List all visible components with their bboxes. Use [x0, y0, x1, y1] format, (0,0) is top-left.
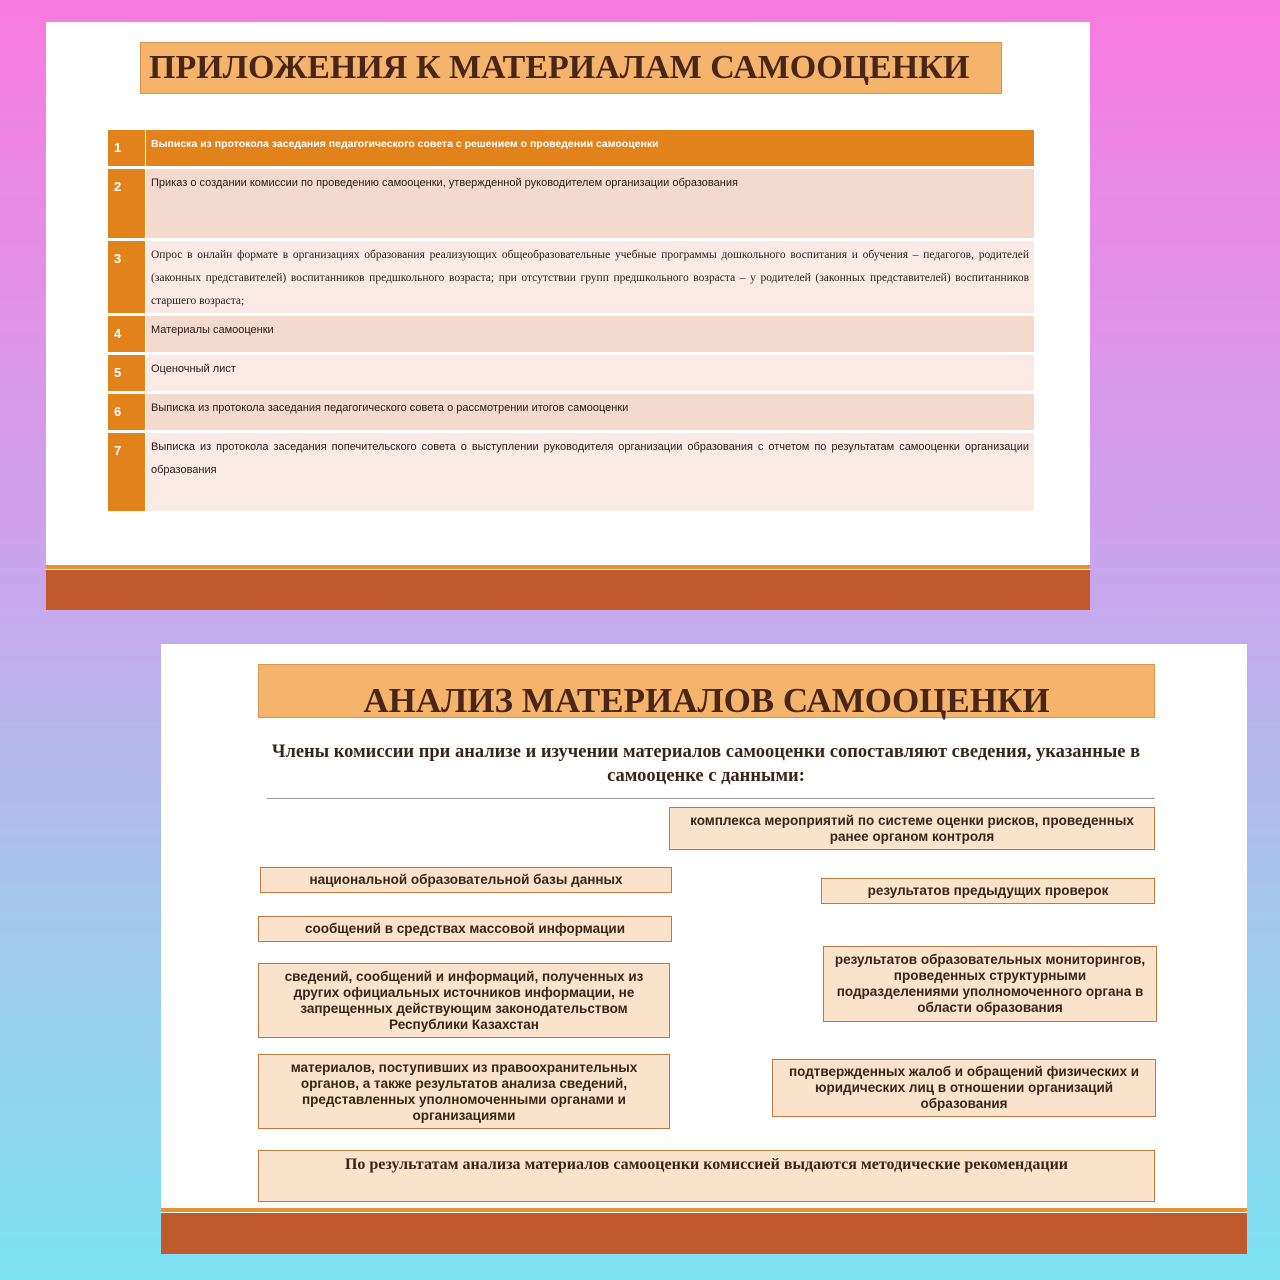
source-box-monitoring: результатов образовательных мониторингов, проведенных структурными подразделениями уполномоченного органа в области образования	[823, 946, 1157, 1022]
row-text: Выписка из протокола заседания педагогического совета о рассмотрении итогов самооценки	[146, 394, 1034, 430]
footer-accent-line	[161, 1208, 1247, 1212]
slide-title: АНАЛИЗ МАТЕРИАЛОВ САМООЦЕНКИ	[258, 664, 1155, 718]
row-text: Приказ о создании комиссии по проведению самооценки, утвержденной руководителем организации образования	[146, 169, 1034, 238]
source-box-complaints: подтвержденных жалоб и обращений физических и юридических лиц в отношении организаций образования	[772, 1059, 1156, 1117]
row-text: Материалы самооценки	[146, 316, 1034, 352]
row-number: 5	[108, 355, 145, 391]
analysis-slide	[161, 644, 1247, 1254]
annex-table	[108, 130, 1034, 514]
divider	[267, 798, 1155, 799]
source-box-official: сведений, сообщений и информаций, полученных из других официальных источников информации, не запрещенных действующим законодательством Республики Казахстан	[258, 963, 670, 1038]
row-number: 3	[108, 241, 145, 313]
row-text: Опрос в онлайн формате в организациях образования реализующих общеобразовательные учебные программы дошкольного воспитания и обучения – педагогов, родителей (законных представителей) воспитанников предшкольного возраста; при отсутствии групп предшкольного возраста – у родителей (законных представителей) воспитанников старшего возраста;	[146, 241, 1034, 313]
lead-text: Члены комиссии при анализе и изучении материалов самооценки сопоставляют сведения, указанные в самооценке с данными:	[271, 742, 1141, 786]
source-box-law: материалов, поступивших из правоохранительных органов, а также результатов анализа сведений, представленных уполномоченными органами и организациями	[258, 1054, 670, 1129]
row-number: 2	[108, 169, 145, 238]
table-row	[108, 433, 1034, 511]
conclusion-box: По результатам анализа материалов самооценки комиссией выдаются методические рекомендации	[258, 1150, 1155, 1202]
row-text: Выписка из протокола заседания педагогического совета с решением о проведении самооценки	[146, 130, 1034, 166]
source-box-media: сообщений в средствах массовой информации	[258, 916, 672, 942]
table-row	[108, 130, 1034, 166]
source-box-national-db: национальной образовательной базы данных	[260, 867, 672, 893]
row-number: 1	[108, 130, 145, 166]
table-row	[108, 169, 1034, 238]
source-box-prev-checks: результатов предыдущих проверок	[821, 878, 1155, 904]
row-number: 7	[108, 433, 145, 511]
annex-slide	[46, 22, 1090, 610]
footer-accent-line	[46, 565, 1090, 569]
row-number: 4	[108, 316, 145, 352]
row-text: Выписка из протокола заседания попечительского совета о выступлении руководителя организации образования с отчетом по результатам самооценки организации образования	[146, 433, 1034, 511]
row-number: 6	[108, 394, 145, 430]
footer-bar	[161, 1213, 1247, 1254]
slide-title: ПРИЛОЖЕНИЯ К МАТЕРИАЛАМ САМООЦЕНКИ	[140, 42, 1002, 94]
table-row	[108, 316, 1034, 352]
source-box-risk: комплекса мероприятий по системе оценки рисков, проведенных ранее органом контроля	[669, 807, 1155, 850]
table-row	[108, 394, 1034, 430]
footer-bar	[46, 570, 1090, 610]
table-row	[108, 355, 1034, 391]
table-row	[108, 241, 1034, 313]
row-text: Оценочный лист	[146, 355, 1034, 391]
